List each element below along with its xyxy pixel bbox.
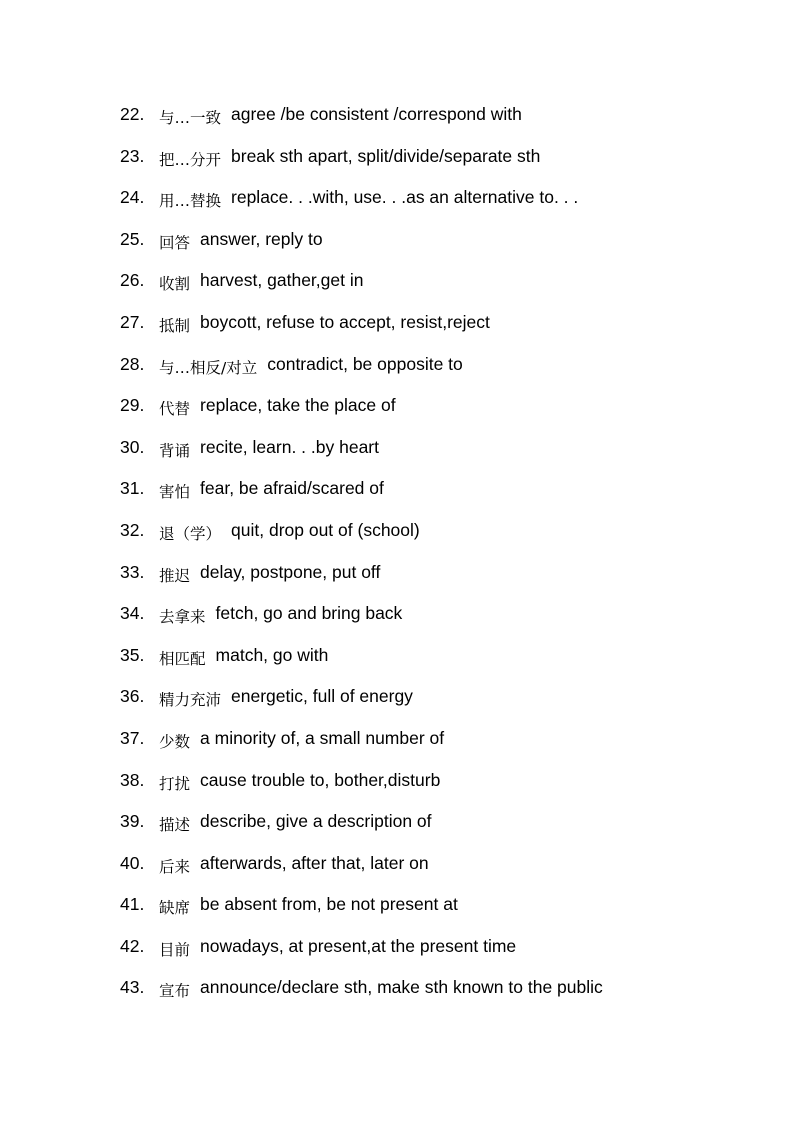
entry-chinese: 推迟 xyxy=(159,566,191,585)
entry-number: 26. xyxy=(120,270,145,291)
list-item xyxy=(120,308,760,350)
entry-chinese: 用…替换 xyxy=(159,192,222,211)
entry-english: describe, give a description of xyxy=(200,811,432,832)
entry-number: 29. xyxy=(120,395,145,416)
list-item xyxy=(120,807,760,849)
entry-number: 23. xyxy=(120,145,145,166)
entry-chinese: 退（学） xyxy=(159,524,222,543)
entry-english: replace. . .with, use. . .as an alternative to. . . xyxy=(231,187,579,208)
entry-number: 30. xyxy=(120,436,145,457)
list-item xyxy=(120,391,760,433)
entry-number: 43. xyxy=(120,977,145,998)
entry-english: cause trouble to, bother,disturb xyxy=(200,769,441,790)
list-item xyxy=(120,142,760,184)
list-item xyxy=(120,266,760,308)
entry-chinese: 去拿来 xyxy=(159,608,206,627)
entry-english: quit, drop out of (school) xyxy=(231,519,420,540)
entry-english: fear, be afraid/scared of xyxy=(200,478,384,499)
entry-chinese: 描述 xyxy=(159,816,191,835)
entry-chinese: 抵制 xyxy=(159,316,191,335)
vocabulary-list xyxy=(120,100,760,1015)
entry-english: delay, postpone, put off xyxy=(200,561,381,582)
entry-chinese: 害怕 xyxy=(159,483,191,502)
entry-chinese: 收割 xyxy=(159,275,191,294)
entry-english: contradict, be opposite to xyxy=(267,353,463,374)
list-item xyxy=(120,225,760,267)
entry-chinese: 缺席 xyxy=(159,899,191,918)
entry-number: 41. xyxy=(120,894,145,915)
entry-number: 34. xyxy=(120,603,145,624)
entry-number: 31. xyxy=(120,478,145,499)
entry-number: 25. xyxy=(120,228,145,249)
entry-chinese: 回答 xyxy=(159,233,191,252)
entry-english: be absent from, be not present at xyxy=(200,894,458,915)
entry-chinese: 宣布 xyxy=(159,982,191,1001)
list-item xyxy=(120,973,760,1015)
list-item xyxy=(120,558,760,600)
list-item xyxy=(120,433,760,475)
entry-english: boycott, refuse to accept, resist,reject xyxy=(200,311,490,332)
entry-chinese: 打扰 xyxy=(159,774,191,793)
entry-english: announce/declare sth, make sth known to the public xyxy=(200,977,603,998)
entry-english: replace, take the place of xyxy=(200,395,396,416)
entry-chinese: 精力充沛 xyxy=(159,691,222,710)
entry-english: a minority of, a small number of xyxy=(200,727,445,748)
entry-english: fetch, go and bring back xyxy=(215,603,403,624)
entry-chinese: 与…一致 xyxy=(159,109,222,127)
list-item xyxy=(120,890,760,932)
entry-number: 35. xyxy=(120,644,145,665)
list-item xyxy=(120,849,760,891)
entry-english: recite, learn. . .by heart xyxy=(200,436,379,457)
entry-english: answer, reply to xyxy=(200,228,323,249)
entry-english: afterwards, after that, later on xyxy=(200,852,429,873)
entry-number: 39. xyxy=(120,811,145,832)
list-item xyxy=(120,183,760,225)
list-item xyxy=(120,599,760,641)
list-item xyxy=(120,350,760,392)
entry-chinese: 相匹配 xyxy=(159,649,206,668)
list-item xyxy=(120,766,760,808)
list-item xyxy=(120,682,760,724)
list-item xyxy=(120,724,760,766)
entry-number: 27. xyxy=(120,311,145,332)
entry-english: nowadays, at present,at the present time xyxy=(200,935,517,956)
list-item xyxy=(120,474,760,516)
list-item xyxy=(120,932,760,974)
entry-chinese: 后来 xyxy=(159,857,191,876)
entry-english: break sth apart, split/divide/separate sth xyxy=(231,145,541,166)
entry-english: match, go with xyxy=(215,644,329,665)
list-item xyxy=(120,516,760,558)
entry-number: 28. xyxy=(120,353,145,374)
entry-number: 40. xyxy=(120,852,145,873)
entry-chinese: 背诵 xyxy=(159,441,191,460)
entry-number: 32. xyxy=(120,519,145,540)
entry-chinese: 把…分开 xyxy=(159,150,222,169)
entry-number: 38. xyxy=(120,769,145,790)
entry-chinese: 目前 xyxy=(159,940,191,959)
entry-chinese: 与…相反/对立 xyxy=(159,358,258,377)
entry-number: 36. xyxy=(120,686,145,707)
list-item xyxy=(120,641,760,683)
entry-number: 33. xyxy=(120,561,145,582)
entry-number: 22. xyxy=(120,104,145,124)
entry-number: 42. xyxy=(120,935,145,956)
entry-english: harvest, gather,get in xyxy=(200,270,364,291)
entry-number: 24. xyxy=(120,187,145,208)
list-item xyxy=(120,100,760,142)
entry-english: energetic, full of energy xyxy=(231,686,413,707)
entry-english: agree /be consistent /correspond with xyxy=(231,104,522,124)
entry-chinese: 少数 xyxy=(159,732,191,751)
entry-number: 37. xyxy=(120,727,145,748)
entry-chinese: 代替 xyxy=(159,400,191,419)
